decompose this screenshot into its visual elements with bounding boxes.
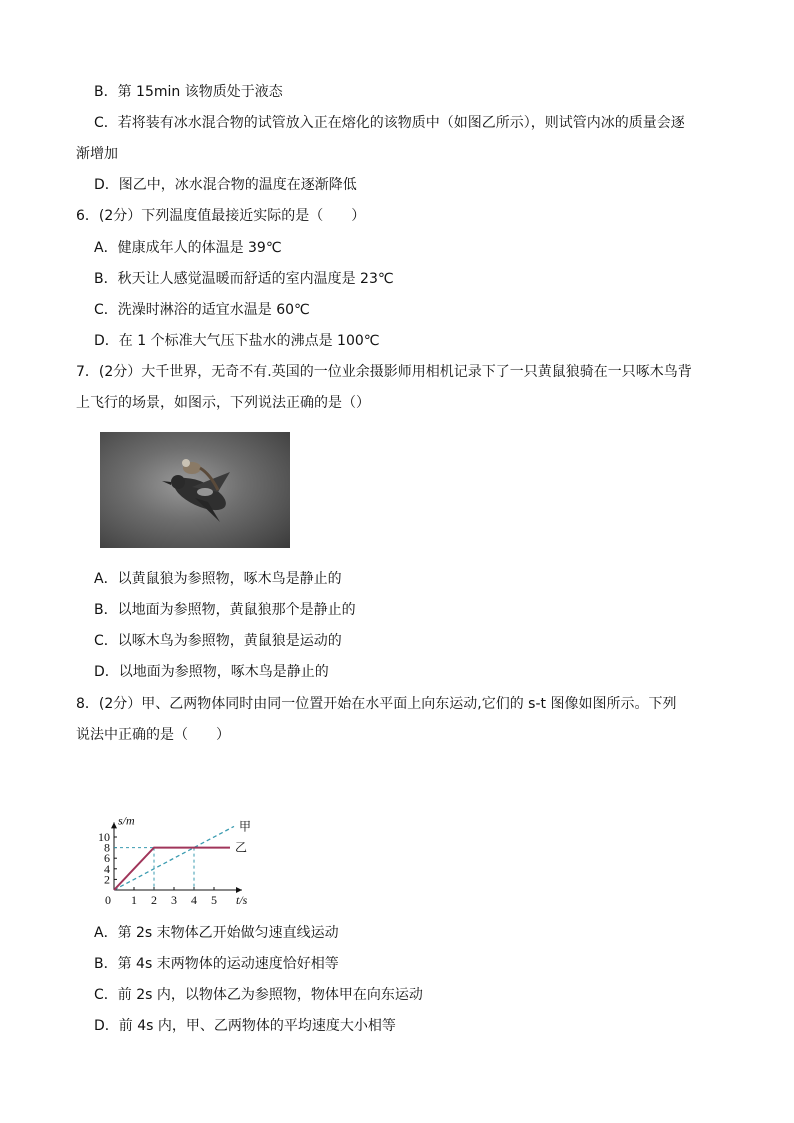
series-line-甲: [114, 826, 234, 890]
y-tick-label: 6: [104, 851, 110, 866]
q5-option-c-cont: 渐增加: [76, 146, 118, 162]
q8-stem: 8．(2分）甲、乙两物体同时由同一位置开始在水平面上向东运动,它们的 s-t 图像如图所示。下列: [76, 696, 677, 712]
y-tick-label: 2: [104, 872, 110, 887]
series-label-乙: 乙: [235, 840, 248, 855]
q6-option-c: C．洗澡时淋浴的适宜水温是 60℃: [94, 302, 310, 318]
x-tick-label: 4: [191, 893, 197, 907]
y-tick-label: 4: [104, 861, 110, 876]
x-tick-label: 2: [151, 893, 157, 907]
q7-option-d: D．以地面为参照物，啄木鸟是静止的: [94, 664, 329, 680]
x-tick-label: 1: [131, 893, 137, 907]
q8-option-b: B．第 4s 末两物体的运动速度恰好相等: [94, 956, 339, 972]
q7-option-c: C．以啄木鸟为参照物，黄鼠狼是运动的: [94, 633, 342, 649]
q6-option-b: B．秋天让人感觉温暖而舒适的室内温度是 23℃: [94, 271, 394, 287]
s-t-chart: [96, 758, 266, 908]
q6-stem: 6．(2分）下列温度值最接近实际的是（ ）: [76, 208, 366, 224]
y-axis-arrow: [111, 822, 117, 828]
q5-option-c: C．若将装有冰水混合物的试管放入正在熔化的该物质中（如图乙所示），则试管内冰的质量会逐: [94, 115, 685, 131]
q6-option-d: D．在 1 个标准大气压下盐水的沸点是 100℃: [94, 333, 380, 349]
series-label-甲: 甲: [239, 819, 252, 834]
q7-stem: 7．(2分）大千世界，无奇不有.英国的一位业余摄影师用相机记录下了一只黄鼠狼骑在一只啄木鸟背: [76, 364, 692, 380]
q7-stem-cont: 上飞行的场景，如图示，下列说法正确的是（）: [76, 395, 370, 411]
q8-stem-cont: 说法中正确的是（ ）: [76, 727, 230, 743]
q7-option-a: A．以黄鼠狼为参照物，啄木鸟是静止的: [94, 571, 342, 587]
x-axis-label: t/s: [236, 893, 248, 907]
weasel-woodpecker-photo: [100, 432, 290, 548]
y-tick-label: 10: [98, 830, 110, 844]
q8-option-a: A．第 2s 末物体乙开始做匀速直线运动: [94, 925, 339, 941]
series-line-乙: [114, 848, 230, 890]
y-tick-label: 8: [104, 840, 110, 855]
q6-option-a: A．健康成年人的体温是 39℃: [94, 240, 282, 256]
y-axis-label: s/m: [118, 813, 135, 828]
q8-option-d: D．前 4s 内，甲、乙两物体的平均速度大小相等: [94, 1018, 396, 1034]
x-tick-label: 5: [211, 893, 217, 907]
x-tick-label: 0: [105, 893, 111, 907]
q5-option-d: D．图乙中，冰水混合物的温度在逐渐降低: [94, 177, 357, 193]
q5-option-b: B．第 15min 该物质处于液态: [94, 84, 283, 100]
x-tick-label: 3: [171, 893, 177, 907]
q8-option-c: C．前 2s 内，以物体乙为参照物，物体甲在向东运动: [94, 987, 423, 1003]
q7-option-b: B．以地面为参照物，黄鼠狼那个是静止的: [94, 602, 356, 618]
